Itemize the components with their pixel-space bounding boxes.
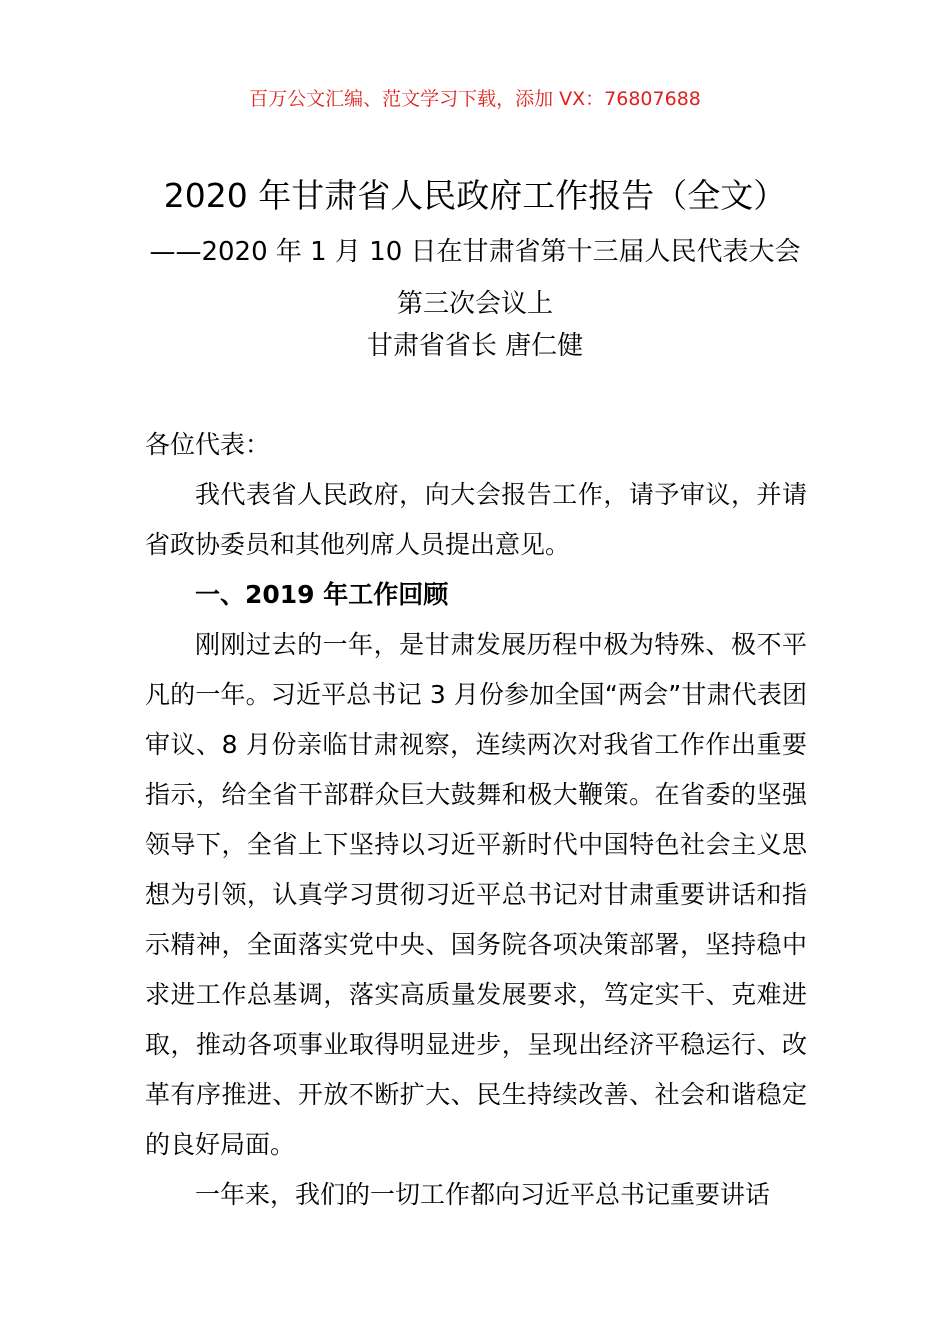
document-body xyxy=(145,420,807,1220)
paragraph-intro: 我代表省人民政府，向大会报告工作，请予审议，并请省政协委员和其他列席人员提出意见。 xyxy=(145,480,807,559)
promo-banner: 百万公文汇编、范文学习下载，添加 VX：76807688 xyxy=(249,88,701,110)
section-heading: 一、2019 年工作回顾 xyxy=(195,580,449,609)
paragraph-review: 刚刚过去的一年，是甘肃发展历程中极为特殊、极不平凡的一年。习近平总书记 3 月份参加全国“两会”甘肃代表团审议、8 月份亲临甘肃视察，连续两次对我省工作作出重要指示，给全省干部群众巨大鼓舞和极大鞭策。在省委的坚强领导下，全省上下坚持以习近平新时代中国特色社会主义思想为引领，认真学习贯彻习近平总书记对甘肃重要讲话和指示精神，全面落实党中央、国务院各项决策部署，坚持稳中求进工作总基调，落实高质量发展要求，笃定实干、克难进取，推动各项事业取得明显进步，呈现出经济平稳运行、改革有序推进、开放不断扩大、民生持续改善、社会和谐稳定的良好局面。 xyxy=(145,630,807,1159)
salutation: 各位代表： xyxy=(145,430,271,459)
document-author: 甘肃省省长 唐仁健 xyxy=(366,331,584,361)
paragraph-continued: 一年来，我们的一切工作都向习近平总书记重要讲话 xyxy=(195,1180,771,1209)
document-title: 2020 年甘肃省人民政府工作报告（全文） xyxy=(163,176,787,215)
document-subtitle: ——2020 年 1 月 10 日在甘肃省第十三届人民代表大会第三次会议上 xyxy=(149,237,801,319)
